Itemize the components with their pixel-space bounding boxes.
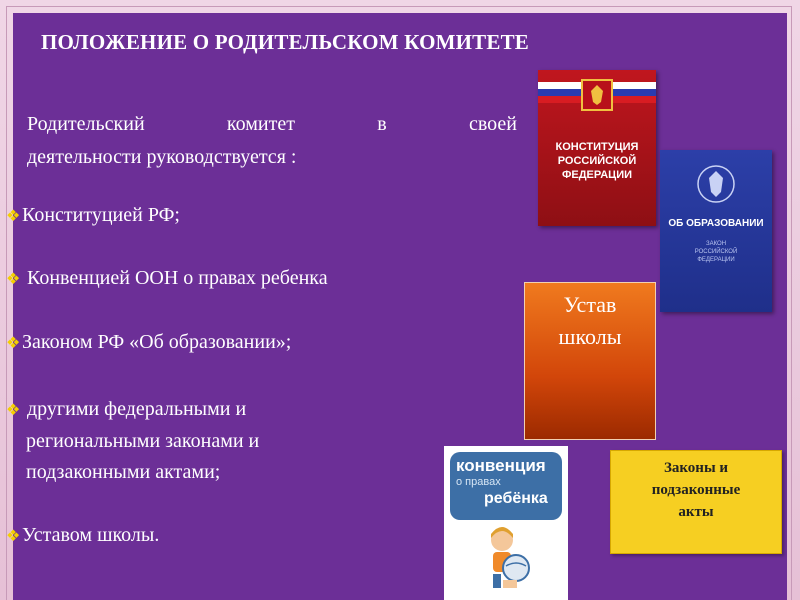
- bullet-text: Законом РФ «Об образовании»;: [22, 331, 292, 353]
- intro-line-2: деятельности руководствуется :: [27, 146, 297, 168]
- laws-and-acts-label: Законы и подзаконные акты: [651, 460, 741, 520]
- bullet-text: Конституцией РФ;: [22, 204, 180, 226]
- bullet-text: Конвенцией ООН о правах ребенка: [22, 267, 328, 289]
- diamond-bullet-icon: ❖: [6, 208, 21, 225]
- child-with-globe-icon: [478, 526, 534, 592]
- bullet-item: [6, 327, 476, 359]
- convention-word: о правах: [456, 476, 501, 488]
- laws-and-acts-box: [610, 450, 782, 554]
- bullet-text: Уставом школы.: [22, 524, 160, 546]
- school-charter-box: [524, 282, 656, 440]
- school-charter-label: Устав школы: [558, 292, 622, 349]
- convention-word: ребёнка: [484, 490, 548, 507]
- constitution-book-title: КОНСТИТУЦИЯ РОССИЙСКОЙ ФЕДЕРАЦИИ: [555, 141, 639, 181]
- intro-word: в: [377, 113, 387, 135]
- slide-title: ПОЛОЖЕНИЕ О РОДИТЕЛЬСКОМ КОМИТЕТЕ: [41, 30, 529, 54]
- diamond-bullet-icon: ❖: [6, 402, 21, 419]
- education-book-subtitle: ЗАКОН РОССИЙСКОЙ ФЕДЕРАЦИИ: [694, 241, 738, 263]
- convention-book-image: [444, 446, 568, 600]
- intro-word: своей: [468, 113, 517, 135]
- education-law-book-image: [660, 150, 772, 312]
- diamond-bullet-icon: ❖: [6, 335, 21, 352]
- bullet-item: [6, 263, 476, 295]
- convention-word: конвенция: [456, 456, 546, 475]
- bullet-text: другими федеральными и: [22, 398, 247, 420]
- intro-text: [27, 108, 517, 174]
- bullet-continuation: подзаконными актами;: [26, 461, 221, 483]
- bullet-continuation: региональными законами и: [26, 430, 260, 452]
- diamond-bullet-icon: ❖: [6, 528, 21, 545]
- bullet-item: [6, 520, 476, 552]
- coat-of-arms-icon: [580, 78, 614, 112]
- constitution-book-image: [538, 70, 656, 226]
- intro-word: Родительский: [27, 113, 145, 135]
- bullet-item: [6, 394, 476, 488]
- intro-word: комитет: [226, 113, 295, 135]
- intro-line-1: [27, 108, 517, 141]
- diamond-bullet-icon: ❖: [6, 271, 21, 288]
- eagle-emblem-icon: [694, 162, 738, 206]
- bullet-item: [6, 200, 476, 232]
- education-book-title: ОБ ОБРАЗОВАНИИ: [668, 218, 764, 229]
